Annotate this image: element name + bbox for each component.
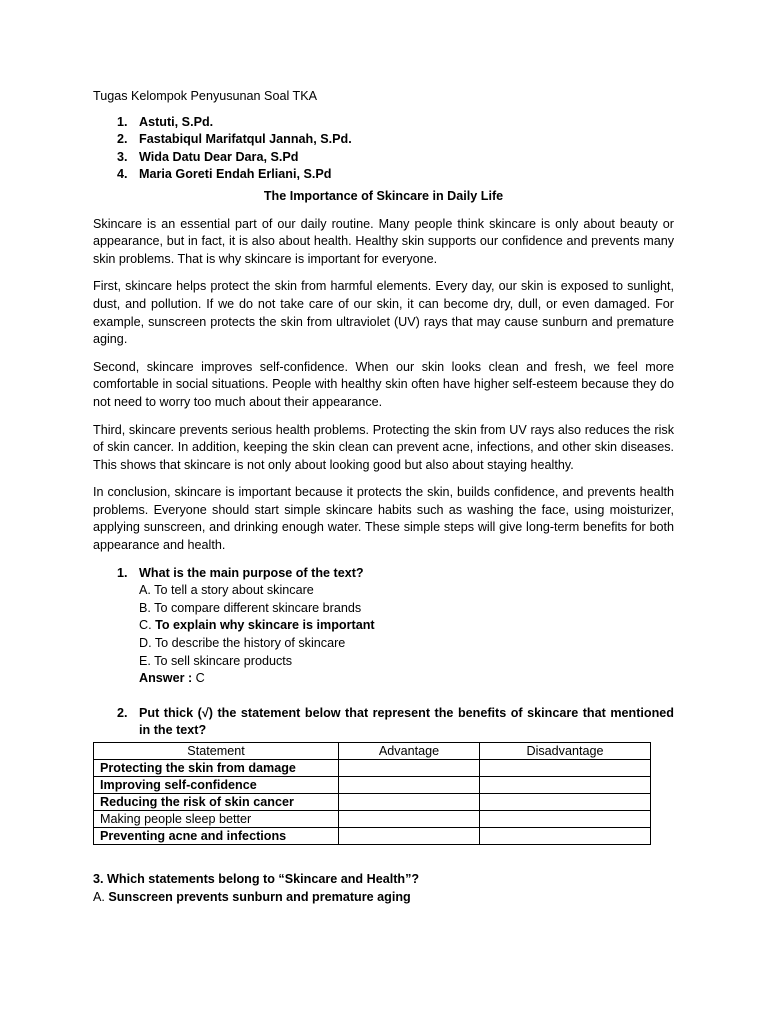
assignment-title: Tugas Kelompok Penyusunan Soal TKA xyxy=(93,89,318,103)
statement-cell: Protecting the skin from damage xyxy=(94,760,339,777)
table-row xyxy=(94,828,651,845)
advantage-cell[interactable] xyxy=(339,760,480,777)
author-item: 3. Wida Datu Dear Dara, S.Pd xyxy=(117,149,299,164)
question-3-option-a: A. Sunscreen prevents sunburn and premature aging xyxy=(93,889,411,904)
paragraph-conclusion: In conclusion, skincare is important because it protects the skin, builds confidence, and prevents health problems. Everyone should start simple skincare habits such as washing the face, using moisturizer, applying sunscreen, and drinking enough water. These simple steps will give long-term benefits for both appearance and health. xyxy=(93,485,674,553)
statement-cell: Reducing the risk of skin cancer xyxy=(94,794,339,811)
disadvantage-cell[interactable] xyxy=(480,777,651,794)
paragraph-third: Third, skincare prevents serious health problems. Protecting the skin from UV rays also reduces the risk of skin cancer. In addition, keeping the skin clean can prevent acne, infections, and other skin diseases. This shows that skincare is not only about looking good but also about staying healthy. xyxy=(93,422,674,472)
header-advantage: Advantage xyxy=(339,743,480,760)
question-1-text: What is the main purpose of the text? xyxy=(139,565,364,580)
disadvantage-cell[interactable] xyxy=(480,794,651,811)
author-list xyxy=(93,114,674,184)
paragraph-intro: Skincare is an essential part of our daily routine. Many people think skincare is only about beauty or appearance, but in fact, it is also about health. Healthy skin supports our confidence and prevents many skin problems. That is why skincare is important for everyone. xyxy=(93,216,674,266)
disadvantage-cell[interactable] xyxy=(480,811,651,828)
option-d: D. To describe the history of skincare xyxy=(139,636,346,651)
table-row xyxy=(94,777,651,794)
table-row xyxy=(94,811,651,828)
statement-cell: Improving self-confidence xyxy=(94,777,339,794)
advantage-cell[interactable] xyxy=(339,794,480,811)
author-item: 1. Astuti, S.Pd. xyxy=(117,114,214,129)
advantage-cell[interactable] xyxy=(339,828,480,845)
question-2: 2. Put thick (√) the statement below that represent the benefits of skincare that mentioned in the text? xyxy=(93,705,674,740)
disadvantage-cell[interactable] xyxy=(480,760,651,777)
table-row xyxy=(94,794,651,811)
table-header-row xyxy=(94,743,651,760)
paragraph-second: Second, skincare improves self-confidence. When our skin looks clean and fresh, we feel more comfortable in social situations. People with healthy skin often have higher self-esteem because they do not need to worry too much about their appearance. xyxy=(93,359,674,409)
paragraph-first: First, skincare helps protect the skin from harmful elements. Every day, our skin is exposed to sunlight, dust, and pollution. If we do not take care of our skin, it can become dry, dull, or even damaged. For example, sunscreen protects the skin from ultraviolet (UV) rays that may cause sunburn and premature aging. xyxy=(93,279,674,347)
question-3-text: 3. Which statements belong to “Skincare and Health”? xyxy=(93,872,420,886)
question-1-options xyxy=(139,582,674,688)
option-c: C. To explain why skincare is important xyxy=(139,618,375,633)
disadvantage-cell[interactable] xyxy=(480,828,651,845)
answer-line: Answer : C xyxy=(139,671,205,686)
author-item: 4. Maria Goreti Endah Erliani, S.Pd xyxy=(117,167,332,182)
option-b: B. To compare different skincare brands xyxy=(139,600,362,615)
question-2-text: Put thick (√) the statement below that represent the benefits of skincare that mentioned in the text? xyxy=(139,705,674,738)
benefits-table xyxy=(93,742,651,845)
option-a: A. To tell a story about skincare xyxy=(139,583,314,598)
question-3 xyxy=(93,871,674,906)
author-item: 2. Fastabiqul Marifatqul Jannah, S.Pd. xyxy=(117,132,352,147)
header-statement: Statement xyxy=(94,743,339,760)
option-e: E. To sell skincare products xyxy=(139,653,293,668)
document-content xyxy=(93,88,674,906)
advantage-cell[interactable] xyxy=(339,777,480,794)
advantage-cell[interactable] xyxy=(339,811,480,828)
question-1: 1. What is the main purpose of the text? A. To tell a story about skincare B. To compare different skincare brands C. To explain why skincare is important D. To describe the history of skincare E. To sell skincare products Answer : C xyxy=(93,565,674,688)
statement-cell: Making people sleep better xyxy=(94,811,339,828)
table-row xyxy=(94,760,651,777)
header-disadvantage: Disadvantage xyxy=(480,743,651,760)
text-title: The Importance of Skincare in Daily Life xyxy=(263,188,504,203)
statement-cell: Preventing acne and infections xyxy=(94,828,339,845)
